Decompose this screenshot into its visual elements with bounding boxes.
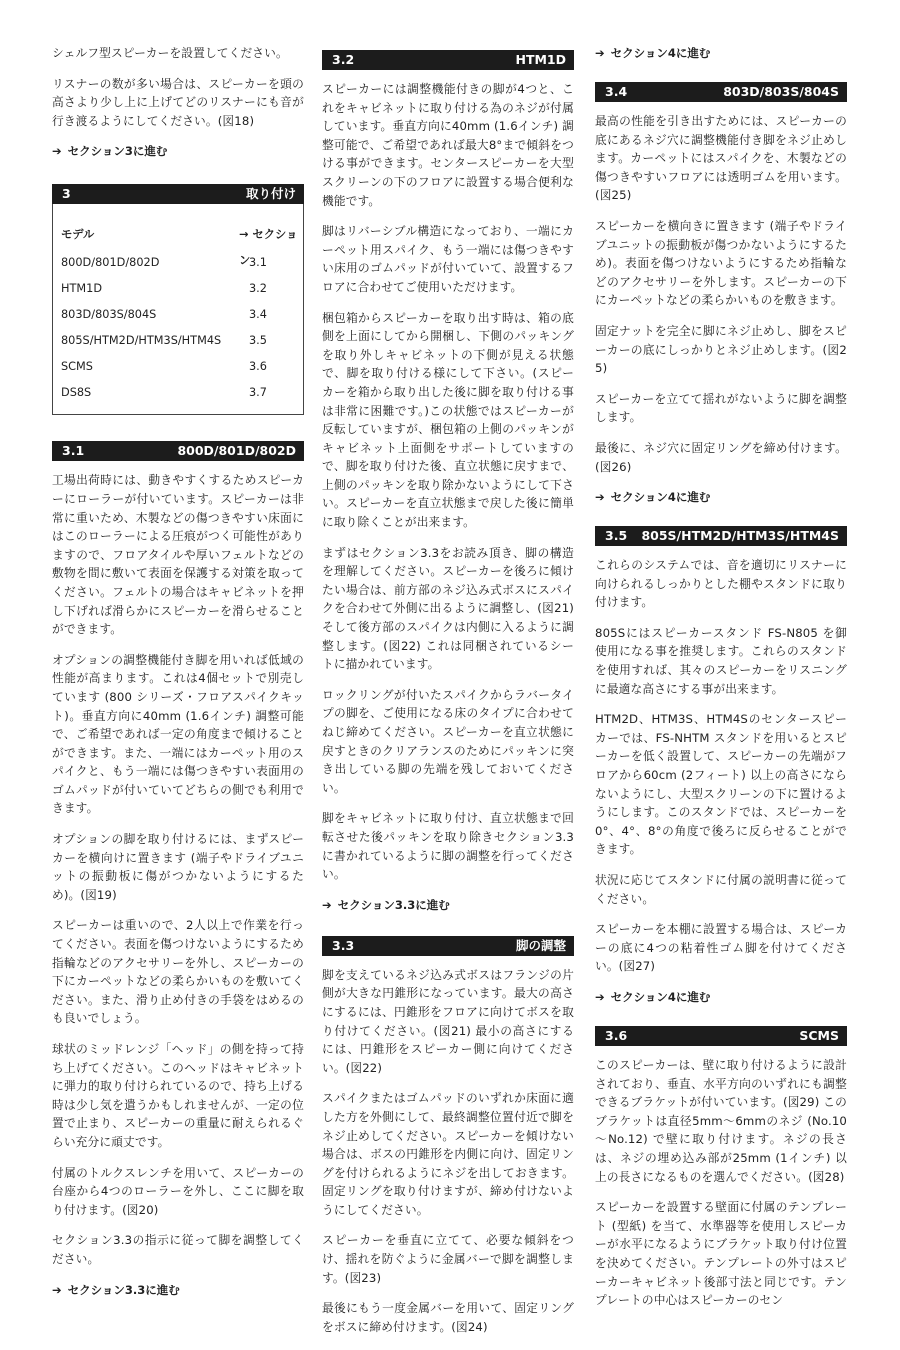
section-3-5-header (595, 526, 847, 546)
table-row (53, 302, 303, 328)
model-cell: 800D/801D/802D (61, 256, 160, 270)
section-3-1-header (52, 441, 304, 461)
paragraph: HTM2D、HTM3S、HTM4Sのセンタースピーカーでは、FS-NHTM スタンドを用いるとスピーカーを低く設置して、スピーカーの先端がフロアから60cm (2フィート) 以上の高さにならないようにし、大型スクリーンの下に置けるようにします。このスタンドでは、スピーカーを0°、4°、8°の角度で後ろに反らせることができます。 (595, 712, 847, 857)
table-row (53, 354, 303, 380)
goto-section3-3-link[interactable] (322, 896, 574, 914)
paragraph: オプションの脚を取り付けるには、まずスピーカーを横向けに置きます (端子やドライブユニットの振動板に傷がつかないようにするため)。(図19) (52, 832, 304, 902)
section-cell: 3.7 (249, 386, 267, 400)
column-middle (322, 44, 574, 1348)
column-left (52, 44, 304, 1317)
table-row (53, 276, 303, 302)
model-column-header: モデル (61, 228, 95, 242)
section-title: 805S/HTM2D/HTM3S/HTM4S (641, 528, 839, 544)
section-3-4-header (595, 82, 847, 102)
column-right (595, 44, 847, 1322)
goto-section3-link[interactable] (52, 142, 304, 160)
table-row (53, 380, 303, 406)
paragraph: 最後に、ネジ穴に固定リングを締め付けます。(図26) (595, 440, 847, 474)
arrow-right-icon: ➔ (52, 1282, 62, 1297)
paragraph: オプションの調整機能付き脚を用いれば低域の性能が高まります。これは4個セットで別売しています (800 シリーズ・フロアスパイクキット)。垂直方向に40mm (1.6インチ) 調整可能で、ご希望であれば一定の角度まで傾けることができます。また、一端にはカーペット用のスパイクと、もう一端には傷つきやすい表面用のゴムパッドが付いていてどちらの側でも利用できます。 (52, 652, 304, 816)
goto-section4-link[interactable] (595, 488, 847, 506)
section-number: 3.4 (605, 84, 628, 99)
section-column-header: → セクション (239, 228, 298, 268)
link-label: セクション3.3に進む (337, 897, 450, 912)
model-section-table (52, 204, 304, 415)
table-row (53, 250, 303, 276)
model-cell: SCMS (61, 360, 93, 374)
model-cell: HTM1D (61, 282, 103, 296)
section-cell: 3.5 (249, 334, 267, 348)
model-cell: DS8S (61, 386, 92, 400)
link-label: セクション3に進む (67, 144, 168, 159)
section-number: 3.6 (605, 1027, 628, 1043)
section-cell: 3.1 (249, 256, 267, 270)
paragraph: 805Sにはスピーカースタンド FS-N805 を御使用になる事を推奨します。これらのスタンドを使用すれば、其々のスピーカーをリスニングに最適な高さにする事が出来ます。 (595, 625, 847, 696)
table-row (53, 328, 303, 354)
section-3-header (52, 184, 304, 204)
paragraph: 球状のミッドレンジ「ヘッド」の側を持って持ち上げてください。このヘッドはキャビネットに弾力的取り付けられているので、持ち上げる時は少し気を遣うかもしれませんが、一定の位置で止まり、スピーカーの重量に耐えられるぐらい充分に頑丈です。 (52, 1042, 304, 1149)
section-title: 800D/801D/802D (177, 443, 296, 459)
paragraph: これらのシステムでは、音を適切にリスナーに向けられるしっかりとした棚やスタンドに取り付けます。 (595, 558, 847, 610)
section-cell: 3.4 (249, 308, 267, 322)
paragraph: スピーカーを横向きに置きます (端子やドライブユニットの振動板が傷つかないようにするため)。表面を傷つけないようにするため指輪などのアクセサリーを外します。スピーカーの下にカーペットなどの柔らかいものを敷きます。 (595, 218, 847, 308)
section-number: 3.2 (332, 52, 355, 67)
section-title: HTM1D (515, 52, 566, 67)
paragraph: ロックリングが付いたスパイクからラバータイプの脚を、ご使用になる床のタイプに合わせてねじ締めてください。スピーカーを直立状態に戻すときのクリアランスのためにパッキンに突き出している脚の先端を残しておいてください。 (322, 687, 574, 795)
paragraph: リスナーの数が多い場合は、スピーカーを頭の高さより少し上に上げてどのリスナーにも音が行き渡るようにしてください。(図18) (52, 76, 304, 128)
paragraph: 付属のトルクスレンチを用いて、スピーカーの台座から4つのローラーを外し、ここに脚を取り付けます。(図20) (52, 1165, 304, 1217)
paragraph: 梱包箱からスピーカーを取り出す時は、箱の底側を上面にしてから開梱し、下側のパッキングを取り外しキャビネットの下側が見える状態で、脚を取り付ける様にして下さい。(スピーカーを箱から取り出した後に脚を取り付ける事は非常に困難です。)この状態ではスピーカーが反転していますが、梱包箱の上側のパッキンがキャビネット上面側をサポートしていますので、脚を取り付けた後、直立状態に戻すまで、上側のパッキンを取り除かないようにして下さい。スピーカーを直立状態まで戻した後に簡単に取り除くことが出来ます。 (322, 310, 574, 530)
paragraph: 工場出荷時には、動きやすくするためスピーカーにローラーが付いています。スピーカーは非常に重いため、木製などの傷つきやすい床面にはこのローラーによる圧痕がつく可能性がありますので、フロアタイルや厚いフェルトなどの敷物を間に敷いて表面を保護する対策を取ってください。フェルトの場合はキャビネットを押し下げれば滑らかにスピーカーを滑らせることができます。 (52, 473, 304, 637)
model-cell: 803D/803S/804S (61, 308, 157, 322)
paragraph: スピーカーには調整機能付きの脚が4つと、これをキャビネットに取り付ける為のネジが付属しています。垂直方向に40mm (1.6インチ) 調整可能で、ご希望であれば最大8°まで傾斜をつける事ができます。センタースピーカーを大型スクリーンの下のフロアに設置する場合便利な機能です。 (322, 82, 574, 208)
paragraph: スパイクまたはゴムパッドのいずれか床面に適した方を外側にして、最終調整位置付近で脚をネジ止めしてください。スピーカーを傾けない場合は、ボスの円錐形を内側に向け、固定リングを付けられるようにネジを出しておきます。固定リングを取り付けますが、締め付けないようにしてください。 (322, 1091, 574, 1217)
link-label: セクション4に進む (610, 46, 711, 60)
section-cell: 3.6 (249, 360, 267, 374)
paragraph: スピーカーを立てて揺れがないように脚を調整します。 (595, 391, 847, 425)
section-number: 3.5 (605, 528, 628, 544)
section-number: 3.3 (332, 937, 355, 953)
paragraph: スピーカーは重いので、2人以上で作業を行ってください。表面を傷つけないようにするため指輪などのアクセサリーを外し、スピーカーの下にカーペットなどの柔らかいものを敷いてください。また、滑り止め付きの手袋をはめるのも良いでしょう。 (52, 918, 304, 1026)
arrow-right-icon: ➔ (595, 989, 605, 1004)
paragraph: 状況に応じてスタンドに付属の説明書に従ってください。 (595, 873, 847, 906)
section-cell: 3.2 (249, 282, 267, 296)
link-label: セクション3.3に進む (67, 1282, 180, 1297)
paragraph: まずはセクション3.3をお読み頂き、脚の構造を理解してください。スピーカーを後ろに傾けたい場合は、前方部のネジ込み式ボスにスパイクを合わせて外側に出るように調整し、(図21) そして後方部のスパイクは内側に入るように調整します。(図22) これは同梱されているシートに描かれています。 (322, 545, 574, 672)
section-3-2-header (322, 50, 574, 70)
paragraph: シェルフ型スピーカーを設置してください。 (52, 46, 288, 60)
section-3-6-header (595, 1026, 847, 1046)
goto-section4-link[interactable] (595, 44, 847, 62)
arrow-right-icon: ➔ (52, 144, 62, 159)
paragraph: 脚はリバーシブル構造になっており、一端にカーペット用スパイク、もう一端には傷つきやすい床用のゴムパッドが付いていて、設置するフロアに合わせてご使用いただけます。 (322, 224, 574, 294)
paragraph: スピーカーを垂直に立てて、必要な傾斜をつけ、揺れを防ぐように金属バーで脚を調整します。(図23) (322, 1233, 574, 1285)
section-number: 3.1 (62, 443, 85, 459)
link-label: セクション4に進む (610, 989, 711, 1004)
section-title: 803D/803S/804S (723, 84, 839, 99)
paragraph: スピーカーを本棚に設置する場合は、スピーカーの底に4つの粘着性ゴム脚を付けてください。(図27) (595, 922, 847, 974)
paragraph: セクション3.3の指示に従って脚を調整してください。 (52, 1233, 304, 1266)
section-number: 3 (62, 186, 71, 202)
paragraph: 最後にもう一度金属バーを用いて、固定リングをボスに締め付けます。(図24) (322, 1301, 574, 1334)
paragraph: スピーカーを設置する壁面に付属のテンプレート (型紙) を当て、水準器等を使用しスピーカーが水平になるようにブラケット取り付け位置を決めてください。テンプレートの外寸はスピーカーキャビネット後部寸法と同じです。テンプレートの中心はスピーカーのセン (595, 1200, 847, 1308)
arrow-right-icon: ➔ (595, 490, 605, 505)
arrow-right-icon: ➔ (322, 897, 332, 912)
section-title: 脚の調整 (515, 937, 566, 953)
paragraph: このスピーカーは、壁に取り付けるように設計されており、垂直、水平方向のいずれにも調整できるブラケットが付いています。(図29) このブラケットは直径5mm～6mmのネジ (No.10～No.12) で壁に取り付けます。ネジの長さは、ネジの埋め込み部が25mm (1インチ) 以上の長さになるものを選んでください。(図28) (595, 1057, 847, 1184)
arrow-right-icon: ➔ (595, 46, 605, 60)
section-title: 取り付け (245, 186, 296, 202)
model-cell: 805S/HTM2D/HTM3S/HTM4S (61, 334, 222, 348)
paragraph: 最高の性能を引き出すためには、スピーカーの底にあるネジ穴に調整機能付き脚をネジ止めします。カーペットにはスパイクを、木製などの傷つきやすいフロアには透明ゴムを用います。(図25) (595, 114, 847, 203)
paragraph: 脚を支えているネジ込み式ボスはフランジの片側が大きな円錐形になっています。最大の高さにするには、円錐形をフロアに向けてボスを取り付けてください。(図21) 最小の高さにするには、円錐形をスピーカー側に向けてください。(図22) (322, 967, 574, 1075)
goto-section3-3-link[interactable] (52, 1281, 304, 1299)
section-title: SCMS (799, 1027, 839, 1043)
goto-section4-link[interactable] (595, 988, 847, 1006)
paragraph: 固定ナットを完全に脚にネジ止めし、脚をスピーカーの底にしっかりとネジ止めします。(図25) (595, 323, 847, 376)
section-3-3-header (322, 936, 574, 956)
paragraph: 脚をキャビネットに取り付け、直立状態まで回転させた後パッキンを取り除きセクション3.3に書かれているように脚の調整を行ってください。 (322, 811, 574, 882)
link-label: セクション4に進む (610, 490, 711, 505)
